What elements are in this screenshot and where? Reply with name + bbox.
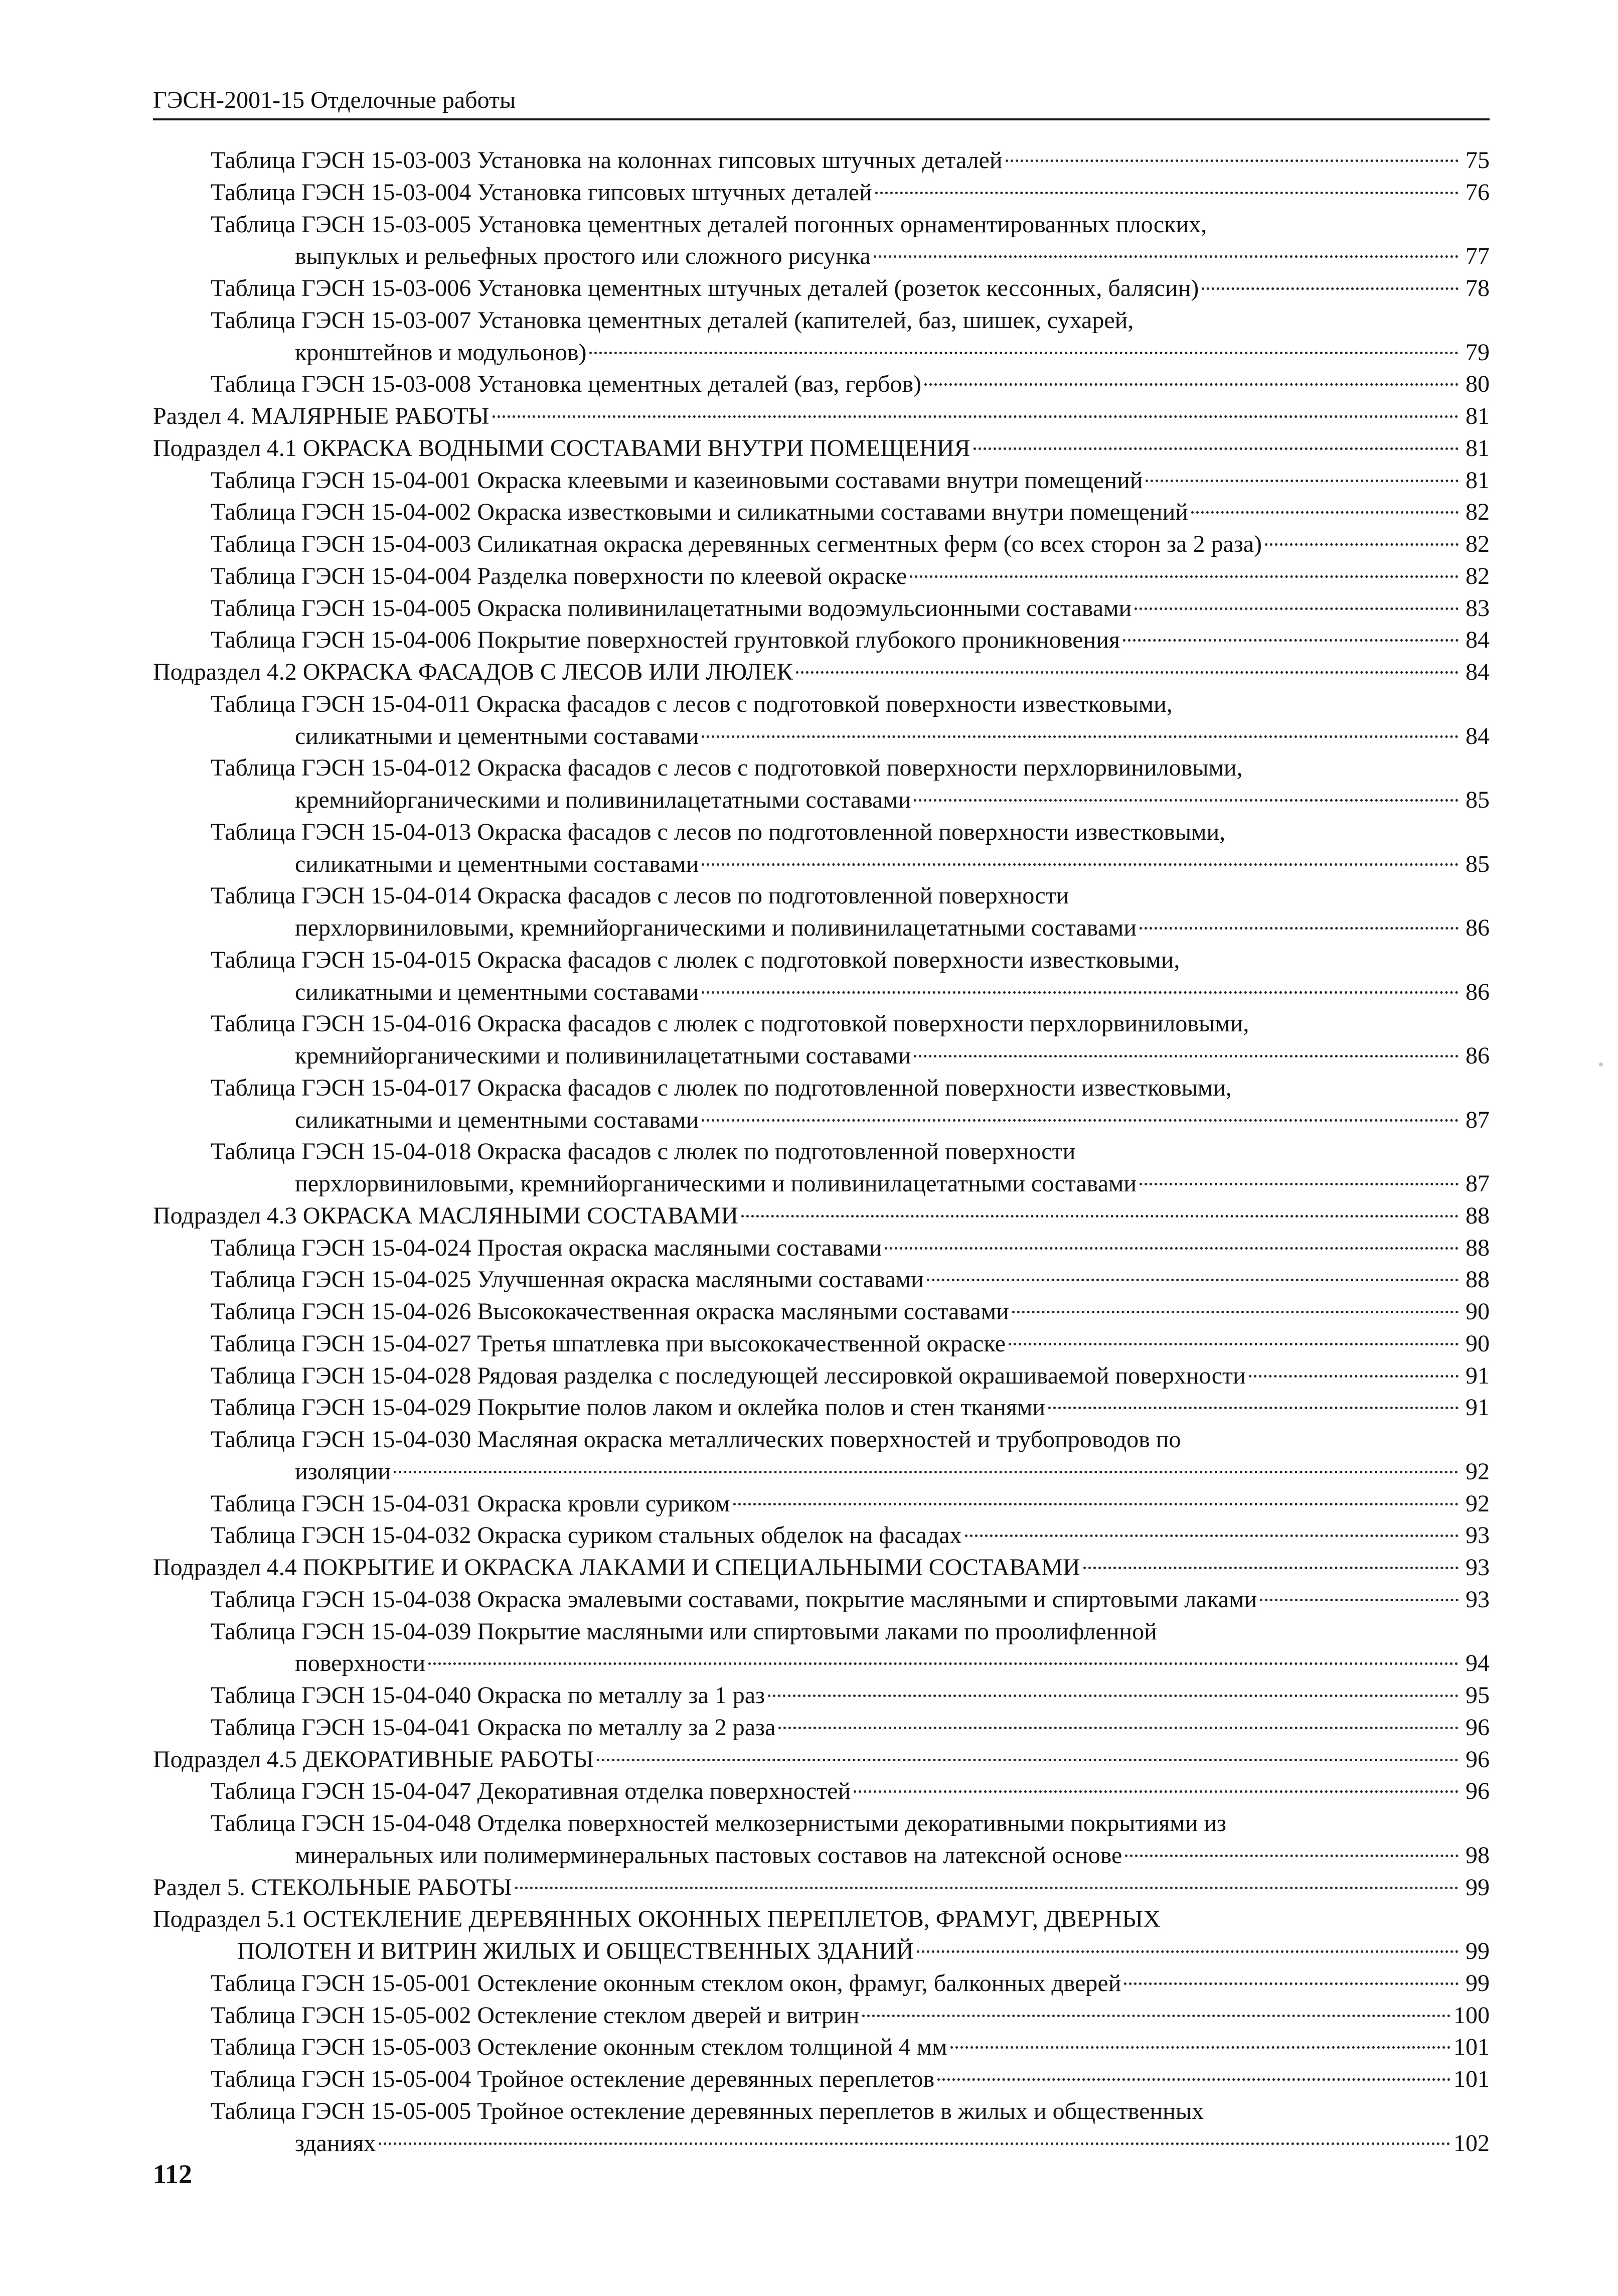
toc-entry-line xyxy=(211,560,1490,592)
dot-leader xyxy=(702,991,1459,994)
toc-page-number: 95 xyxy=(1466,1682,1490,1709)
toc-entry-line xyxy=(211,1424,1490,1456)
toc-entry-text: Таблица ГЭСН 15-03-004 Установка гипсовых штучных деталей xyxy=(211,179,872,206)
toc-page-number: 88 xyxy=(1466,1234,1490,1261)
table-of-contents xyxy=(153,144,1490,2159)
dot-leader xyxy=(914,799,1459,802)
toc-page-number: 96 xyxy=(1466,1746,1490,1773)
toc-page-number: 82 xyxy=(1466,562,1490,589)
toc-entry-table[interactable] xyxy=(153,144,1490,177)
dot-leader xyxy=(702,1119,1459,1122)
toc-entry-line xyxy=(211,2031,1490,2063)
dot-leader xyxy=(950,2046,1450,2049)
toc-entry-text: Раздел 5. СТЕКОЛЬНЫЕ РАБОТЫ xyxy=(153,1874,512,1901)
toc-entry-text: Таблица ГЭСН 15-05-004 Тройное остекление деревянных переплетов xyxy=(211,2066,935,2092)
toc-entry-text: поверхности xyxy=(295,1650,426,1677)
toc-entry-text: Таблица ГЭСН 15-04-006 Покрытие поверхностей грунтовкой глубокого проникновения xyxy=(211,627,1120,654)
dot-leader xyxy=(924,383,1459,386)
toc-entry-text: Подраздел 5.1 ОСТЕКЛЕНИЕ ДЕРЕВЯННЫХ ОКОННЫХ ПЕРЕПЛЕТОВ, ФРАМУГ, ДВЕРНЫХ xyxy=(153,1906,1161,1933)
dot-leader xyxy=(702,863,1459,866)
toc-entry-table[interactable] xyxy=(153,2031,1490,2063)
toc-page-number: 98 xyxy=(1466,1842,1490,1869)
toc-entry-line xyxy=(153,432,1490,465)
toc-entry-text: Подраздел 4.5 ДЕКОРАТИВНЫЕ РАБОТЫ xyxy=(153,1746,594,1773)
toc-entry-table[interactable] xyxy=(153,1232,1490,1264)
toc-entry-text: минеральных или полимерминеральных пастовых составов на латексной основе xyxy=(295,1842,1122,1869)
toc-entry-table[interactable] xyxy=(153,944,1490,1008)
toc-page-number: 79 xyxy=(1466,339,1490,366)
toc-entry-table[interactable] xyxy=(153,272,1490,304)
toc-entry-text: Таблица ГЭСН 15-04-025 Улучшенная окраска масляными составами xyxy=(211,1266,924,1293)
toc-entry-text: Таблица ГЭСН 15-05-002 Остекление стеклом дверей и витрин xyxy=(211,2002,860,2029)
toc-entry-table[interactable] xyxy=(153,1008,1490,1072)
toc-entry-line xyxy=(211,1712,1490,1744)
toc-entry-line xyxy=(211,688,1490,720)
toc-entry-line xyxy=(211,1104,1490,1136)
toc-entry-table[interactable] xyxy=(153,1616,1490,1680)
toc-page-number: 92 xyxy=(1466,1490,1490,1517)
toc-entry-text: Таблица ГЭСН 15-04-027 Третья шпатлевка при высококачественной окраске xyxy=(211,1330,1006,1357)
toc-entry-table[interactable] xyxy=(153,2063,1490,2095)
dot-leader xyxy=(1265,543,1459,546)
toc-entry-line xyxy=(211,1232,1490,1264)
toc-page-number: 102 xyxy=(1453,2129,1490,2157)
toc-entry-table[interactable] xyxy=(153,592,1490,625)
toc-entry-text: кремнийорганическими и поливинилацетатными составами xyxy=(295,1042,911,1069)
toc-entry-table[interactable] xyxy=(153,1519,1490,1552)
toc-entry-subsection[interactable] xyxy=(153,1200,1490,1232)
toc-entry-line xyxy=(211,2095,1490,2127)
toc-page-number: 86 xyxy=(1466,1042,1490,1069)
dot-leader xyxy=(597,1759,1459,1761)
dot-leader xyxy=(875,192,1459,194)
scan-speck xyxy=(1599,1062,1603,1066)
toc-entry-line xyxy=(211,2063,1490,2095)
toc-entry-text: Таблица ГЭСН 15-03-005 Установка цементных деталей погонных орнаментированных плоских, xyxy=(211,211,1207,238)
toc-page-number: 101 xyxy=(1453,2066,1490,2092)
toc-page-number: 91 xyxy=(1466,1362,1490,1389)
toc-entry-line xyxy=(211,1008,1490,1040)
toc-entry-text: Таблица ГЭСН 15-04-001 Окраска клеевыми и казеиновыми составами внутри помещений xyxy=(211,467,1143,494)
toc-entry-section[interactable] xyxy=(153,1872,1490,1904)
toc-page-number: 78 xyxy=(1466,275,1490,301)
toc-entry-line xyxy=(211,528,1490,560)
toc-entry-text: Таблица ГЭСН 15-04-005 Окраска поливинилацетатными водоэмульсионными составами xyxy=(211,594,1132,622)
toc-entry-table[interactable] xyxy=(153,1775,1490,1807)
dot-leader xyxy=(1123,639,1459,642)
toc-entry-line xyxy=(211,368,1490,400)
dot-leader xyxy=(768,1695,1459,1697)
toc-entry-text: Таблица ГЭСН 15-05-003 Остекление оконным стеклом толщиной 4 мм xyxy=(211,2034,947,2061)
dot-leader xyxy=(589,352,1459,354)
toc-entry-line xyxy=(153,1935,1490,1967)
toc-entry-table[interactable] xyxy=(153,624,1490,656)
toc-page-number: 99 xyxy=(1466,1938,1490,1964)
toc-entry-table[interactable] xyxy=(153,1807,1490,1872)
toc-entry-text: Таблица ГЭСН 15-04-026 Высококачественная окраска масляными составами xyxy=(211,1298,1009,1325)
toc-page-number: 81 xyxy=(1466,403,1490,429)
toc-entry-text: перхлорвиниловыми, кремнийорганическими и поливинилацетатными составами xyxy=(295,1170,1137,1197)
toc-entry-subsection[interactable] xyxy=(153,1744,1490,1776)
toc-entry-text: Таблица ГЭСН 15-05-001 Остекление оконным стеклом окон, фрамуг, балконных дверей xyxy=(211,1969,1121,1997)
toc-entry-line xyxy=(211,304,1490,337)
toc-entry-text: Таблица ГЭСН 15-04-031 Окраска кровли суриком xyxy=(211,1490,730,1517)
toc-entry-table[interactable] xyxy=(153,1360,1490,1392)
dot-leader xyxy=(1135,607,1459,610)
toc-entry-line xyxy=(211,1616,1490,1648)
toc-entry-text: Подраздел 4.1 ОКРАСКА ВОДНЫМИ СОСТАВАМИ ВНУТРИ ПОМЕЩЕНИЯ xyxy=(153,434,970,462)
toc-entry-line xyxy=(211,1168,1490,1200)
dot-leader xyxy=(428,1662,1459,1665)
toc-entry-line xyxy=(211,752,1490,784)
toc-entry-text: Таблица ГЭСН 15-04-011 Окраска фасадов с лесов с подготовкой поверхности известковыми, xyxy=(211,690,1173,717)
dot-leader xyxy=(796,671,1459,674)
toc-entry-table[interactable] xyxy=(153,1296,1490,1328)
toc-entry-line xyxy=(211,1775,1490,1807)
toc-entry-table[interactable] xyxy=(153,1584,1490,1616)
toc-entry-line xyxy=(153,656,1490,688)
toc-entry-line xyxy=(211,1136,1490,1168)
running-header xyxy=(153,85,1490,120)
toc-entry-text: Таблица ГЭСН 15-04-048 Отделка поверхностей мелкозернистыми декоративными покрытиями из xyxy=(211,1810,1226,1836)
dot-leader xyxy=(854,1790,1459,1793)
toc-entry-line xyxy=(211,1488,1490,1520)
toc-entry-text: Таблица ГЭСН 15-04-002 Окраска известковыми и силикатными составами внутри помещений xyxy=(211,499,1188,526)
dot-leader xyxy=(702,735,1459,738)
toc-entry-table[interactable] xyxy=(153,880,1490,944)
toc-entry-text: Таблица ГЭСН 15-04-029 Покрытие полов лаком и оклейка полов и стен тканями xyxy=(211,1394,1046,1421)
toc-page-number: 86 xyxy=(1466,914,1490,941)
toc-entry-text: Подраздел 4.2 ОКРАСКА ФАСАДОВ С ЛЕСОВ ИЛИ ЛЮЛЕК xyxy=(153,659,793,685)
toc-entry-table[interactable] xyxy=(153,304,1490,369)
toc-entry-text: Таблица ГЭСН 15-04-014 Окраска фасадов с лесов по подготовленной поверхности xyxy=(211,882,1069,909)
toc-entry-text: Таблица ГЭСН 15-04-015 Окраска фасадов с люлек с подготовкой поверхности известковыми, xyxy=(211,946,1180,973)
toc-entry-subsection[interactable] xyxy=(153,1552,1490,1584)
toc-entry-table[interactable] xyxy=(153,465,1490,497)
toc-page-number: 84 xyxy=(1466,722,1490,749)
toc-entry-text: силикатными и цементными составами xyxy=(295,1106,699,1133)
dot-leader xyxy=(1124,1982,1459,1985)
toc-entry-line xyxy=(153,1744,1490,1776)
toc-entry-line xyxy=(211,1040,1490,1072)
dot-leader xyxy=(974,447,1459,450)
toc-entry-line xyxy=(211,1967,1490,2000)
toc-entry-line xyxy=(211,1296,1490,1328)
toc-page-number: 82 xyxy=(1466,531,1490,557)
toc-entry-line xyxy=(211,144,1490,177)
toc-entry-text: Таблица ГЭСН 15-04-013 Окраска фасадов с лесов по подготовленной поверхности известковыми, xyxy=(211,818,1226,845)
dot-leader xyxy=(927,1279,1459,1281)
toc-entry-table[interactable] xyxy=(153,1712,1490,1744)
toc-entry-text: изоляции xyxy=(295,1458,391,1485)
dot-leader xyxy=(733,1503,1459,1505)
toc-entry-table[interactable] xyxy=(153,1488,1490,1520)
toc-page-number: 93 xyxy=(1466,1522,1490,1549)
toc-page-number: 85 xyxy=(1466,850,1490,877)
toc-entry-text: Таблица ГЭСН 15-04-038 Окраска эмалевыми составами, покрытие масляными и спиртовыми лаками xyxy=(211,1586,1257,1613)
toc-entry-table[interactable] xyxy=(153,1328,1490,1360)
dot-leader xyxy=(1009,1343,1459,1345)
page-number: 112 xyxy=(153,2159,193,2189)
toc-entry-line xyxy=(211,177,1490,209)
toc-entry-table[interactable] xyxy=(153,2000,1490,2032)
dot-leader xyxy=(515,1887,1459,1889)
toc-entry-table[interactable] xyxy=(153,1424,1490,1488)
toc-page-number: 96 xyxy=(1466,1778,1490,1805)
dot-leader xyxy=(1125,1855,1459,1857)
toc-entry-table[interactable] xyxy=(153,1072,1490,1136)
toc-entry-text: Таблица ГЭСН 15-03-007 Установка цементных деталей (капителей, баз, шишек, сухарей, xyxy=(211,307,1134,334)
toc-page-number: 84 xyxy=(1466,659,1490,685)
dot-leader xyxy=(1249,1375,1459,1377)
toc-page-number: 99 xyxy=(1466,1969,1490,1997)
toc-entry-text: Таблица ГЭСН 15-04-039 Покрытие масляными или спиртовыми лаками по проолифленной xyxy=(211,1618,1157,1645)
toc-entry-line xyxy=(211,337,1490,369)
toc-entry-text: Таблица ГЭСН 15-03-006 Установка цементных штучных деталей (розеток кессонных, балясин) xyxy=(211,275,1199,301)
toc-entry-table[interactable] xyxy=(153,1679,1490,1712)
toc-page-number: 81 xyxy=(1466,434,1490,462)
toc-page-number: 92 xyxy=(1466,1458,1490,1485)
toc-entry-text: кремнийорганическими и поливинилацетатными составами xyxy=(295,787,911,813)
toc-entry-text: Таблица ГЭСН 15-04-030 Масляная окраска металлических поверхностей и трубопроводов по xyxy=(211,1426,1181,1453)
toc-page-number: 88 xyxy=(1466,1266,1490,1293)
dot-leader xyxy=(1083,1567,1459,1569)
toc-entry-subsection[interactable] xyxy=(153,432,1490,465)
toc-entry-text: ПОЛОТЕН И ВИТРИН ЖИЛЫХ И ОБЩЕСТВЕННЫХ ЗДАНИЙ xyxy=(237,1938,914,1964)
toc-entry-table[interactable] xyxy=(153,816,1490,880)
toc-entry-line xyxy=(211,1584,1490,1616)
toc-entry-line xyxy=(211,2000,1490,2032)
toc-page-number: 88 xyxy=(1466,1202,1490,1229)
toc-entry-text: Таблица ГЭСН 15-04-012 Окраска фасадов с лесов с подготовкой поверхности перхлорвиниловыми, xyxy=(211,754,1243,782)
toc-entry-line xyxy=(211,1519,1490,1552)
toc-page-number: 99 xyxy=(1466,1874,1490,1901)
toc-entry-line xyxy=(211,1647,1490,1679)
toc-entry-line xyxy=(211,976,1490,1008)
toc-entry-text: выпуклых и рельефных простого или сложного рисунка xyxy=(295,243,871,270)
toc-entry-text: Таблица ГЭСН 15-04-018 Окраска фасадов с люлек по подготовленной поверхности xyxy=(211,1138,1076,1165)
toc-page-number: 82 xyxy=(1466,499,1490,526)
toc-page-number: 94 xyxy=(1466,1650,1490,1677)
toc-entry-table[interactable] xyxy=(153,528,1490,560)
toc-page-number: 100 xyxy=(1453,2002,1490,2029)
toc-entry-table[interactable] xyxy=(153,209,1490,273)
dot-leader xyxy=(1006,160,1459,162)
toc-page-number: 87 xyxy=(1466,1170,1490,1197)
dot-leader xyxy=(1140,1183,1459,1185)
toc-page-number: 76 xyxy=(1466,179,1490,206)
dot-leader xyxy=(874,255,1459,258)
toc-entry-text: Таблица ГЭСН 15-04-003 Силикатная окраска деревянных сегментных ферм (со всех сторон за 2 раза) xyxy=(211,531,1262,557)
toc-entry-line xyxy=(211,944,1490,976)
toc-entry-table[interactable] xyxy=(153,368,1490,400)
toc-entry-line xyxy=(211,465,1490,497)
toc-entry-table[interactable] xyxy=(153,1136,1490,1200)
toc-page-number: 84 xyxy=(1466,627,1490,654)
toc-entry-text: Таблица ГЭСН 15-04-032 Окраска суриком стальных обделок на фасадах xyxy=(211,1522,962,1549)
toc-entry-text: силикатными и цементными составами xyxy=(295,978,699,1005)
toc-page-number: 85 xyxy=(1466,787,1490,813)
dot-leader xyxy=(917,1950,1459,1953)
dot-leader xyxy=(778,1727,1459,1729)
toc-entry-text: Таблица ГЭСН 15-03-008 Установка цементных деталей (ваз, гербов) xyxy=(211,371,921,398)
toc-page-number: 86 xyxy=(1466,978,1490,1005)
toc-page-number: 91 xyxy=(1466,1394,1490,1421)
toc-page-number: 80 xyxy=(1466,371,1490,398)
toc-entry-text: Подраздел 4.4 ПОКРЫТИЕ И ОКРАСКА ЛАКАМИ И СПЕЦИАЛЬНЫМИ СОСТАВАМИ xyxy=(153,1554,1080,1581)
toc-entry-line xyxy=(211,912,1490,944)
dot-leader xyxy=(937,2078,1450,2081)
toc-entry-text: зданиях xyxy=(295,2129,376,2157)
toc-entry-line xyxy=(153,400,1490,432)
toc-entry-text: Таблица ГЭСН 15-04-024 Простая окраска масляными составами xyxy=(211,1234,882,1261)
toc-entry-subsection[interactable] xyxy=(153,1903,1490,1967)
dot-leader xyxy=(862,2015,1450,2017)
toc-page-number: 96 xyxy=(1466,1714,1490,1741)
toc-entry-line xyxy=(153,1552,1490,1584)
dot-leader xyxy=(914,1055,1459,1057)
toc-entry-text: Раздел 4. МАЛЯРНЫЕ РАБОТЫ xyxy=(153,403,490,429)
dot-leader xyxy=(379,2142,1450,2145)
toc-entry-line xyxy=(211,496,1490,528)
toc-entry-line xyxy=(211,720,1490,752)
toc-entry-line xyxy=(153,1872,1490,1904)
toc-entry-line xyxy=(211,1264,1490,1296)
toc-entry-table[interactable] xyxy=(153,1967,1490,2000)
toc-entry-line xyxy=(211,209,1490,241)
toc-entry-line xyxy=(211,1679,1490,1712)
toc-entry-line xyxy=(211,1840,1490,1872)
toc-entry-line xyxy=(211,2127,1490,2160)
toc-entry-line xyxy=(211,1807,1490,1840)
toc-page-number: 81 xyxy=(1466,467,1490,494)
toc-entry-text: Таблица ГЭСН 15-04-016 Окраска фасадов с люлек с подготовкой поверхности перхлорвиниловыми, xyxy=(211,1010,1249,1037)
toc-entry-line xyxy=(211,1072,1490,1104)
toc-entry-section[interactable] xyxy=(153,400,1490,432)
toc-entry-table[interactable] xyxy=(153,688,1490,752)
dot-leader xyxy=(1146,480,1459,482)
dot-leader xyxy=(1140,927,1459,930)
toc-entry-text: Таблица ГЭСН 15-04-004 Разделка поверхности по клеевой окраске xyxy=(211,562,907,589)
dot-leader xyxy=(741,1215,1459,1217)
toc-page-number: 90 xyxy=(1466,1298,1490,1325)
toc-page-number: 90 xyxy=(1466,1330,1490,1357)
toc-entry-line xyxy=(211,1328,1490,1360)
toc-entry-line xyxy=(211,880,1490,912)
toc-entry-text: Таблица ГЭСН 15-04-017 Окраска фасадов с люлек по подготовленной поверхности известковыми, xyxy=(211,1074,1232,1101)
dot-leader xyxy=(965,1535,1459,1537)
toc-entry-line xyxy=(211,848,1490,880)
dot-leader xyxy=(1260,1599,1459,1601)
toc-entry-table[interactable] xyxy=(153,1392,1490,1424)
toc-page-number: 77 xyxy=(1466,243,1490,270)
toc-page-number: 93 xyxy=(1466,1554,1490,1581)
toc-page-number: 101 xyxy=(1453,2034,1490,2061)
toc-entry-table[interactable] xyxy=(153,560,1490,592)
dot-leader xyxy=(885,1247,1459,1250)
toc-entry-text: силикатными и цементными составами xyxy=(295,722,699,749)
dot-leader xyxy=(1191,511,1459,514)
toc-entry-text: силикатными и цементными составами xyxy=(295,850,699,877)
toc-entry-line xyxy=(211,624,1490,656)
toc-entry-text: кронштейнов и модульонов) xyxy=(295,339,587,366)
toc-entry-line xyxy=(211,592,1490,625)
toc-entry-line xyxy=(153,1903,1490,1935)
toc-entry-line xyxy=(211,1456,1490,1488)
toc-entry-line xyxy=(211,240,1490,272)
dot-leader xyxy=(910,575,1459,578)
dot-leader xyxy=(394,1471,1459,1473)
toc-entry-text: Таблица ГЭСН 15-03-003 Установка на колоннах гипсовых штучных деталей xyxy=(211,147,1003,174)
header-title: ГЭСН-2001-15 Отделочные работы xyxy=(153,87,516,113)
toc-entry-subsection[interactable] xyxy=(153,656,1490,688)
toc-entry-line xyxy=(211,816,1490,848)
toc-entry-table[interactable] xyxy=(153,752,1490,816)
toc-entry-line xyxy=(211,784,1490,816)
toc-entry-line xyxy=(153,1200,1490,1232)
toc-entry-text: перхлорвиниловыми, кремнийорганическими и поливинилацетатными составами xyxy=(295,914,1137,941)
toc-entry-table[interactable] xyxy=(153,1264,1490,1296)
toc-entry-table[interactable] xyxy=(153,177,1490,209)
toc-page-number: 87 xyxy=(1466,1106,1490,1133)
toc-entry-text: Таблица ГЭСН 15-04-040 Окраска по металлу за 1 раз xyxy=(211,1682,765,1709)
toc-entry-table[interactable] xyxy=(153,496,1490,528)
toc-entry-text: Таблица ГЭСН 15-04-047 Декоративная отделка поверхностей xyxy=(211,1778,851,1805)
toc-entry-text: Подраздел 4.3 ОКРАСКА МАСЛЯНЫМИ СОСТАВАМИ xyxy=(153,1202,739,1229)
dot-leader xyxy=(1048,1407,1459,1409)
toc-entry-line xyxy=(211,272,1490,304)
toc-page-number: 83 xyxy=(1466,594,1490,622)
dot-leader xyxy=(493,415,1459,418)
toc-entry-line xyxy=(211,1360,1490,1392)
toc-entry-text: Таблица ГЭСН 15-04-041 Окраска по металлу за 2 раза xyxy=(211,1714,776,1741)
toc-page-number: 75 xyxy=(1466,147,1490,174)
toc-page-number: 93 xyxy=(1466,1586,1490,1613)
dot-leader xyxy=(1012,1311,1459,1313)
toc-entry-text: Таблица ГЭСН 15-04-028 Рядовая разделка с последующей лессировкой окрашиваемой поверхности xyxy=(211,1362,1246,1389)
toc-entry-text: Таблица ГЭСН 15-05-005 Тройное остекление деревянных переплетов в жилых и общественных xyxy=(211,2097,1204,2124)
toc-entry-line xyxy=(211,1392,1490,1424)
toc-entry-table[interactable] xyxy=(153,2095,1490,2160)
dot-leader xyxy=(1202,287,1459,290)
